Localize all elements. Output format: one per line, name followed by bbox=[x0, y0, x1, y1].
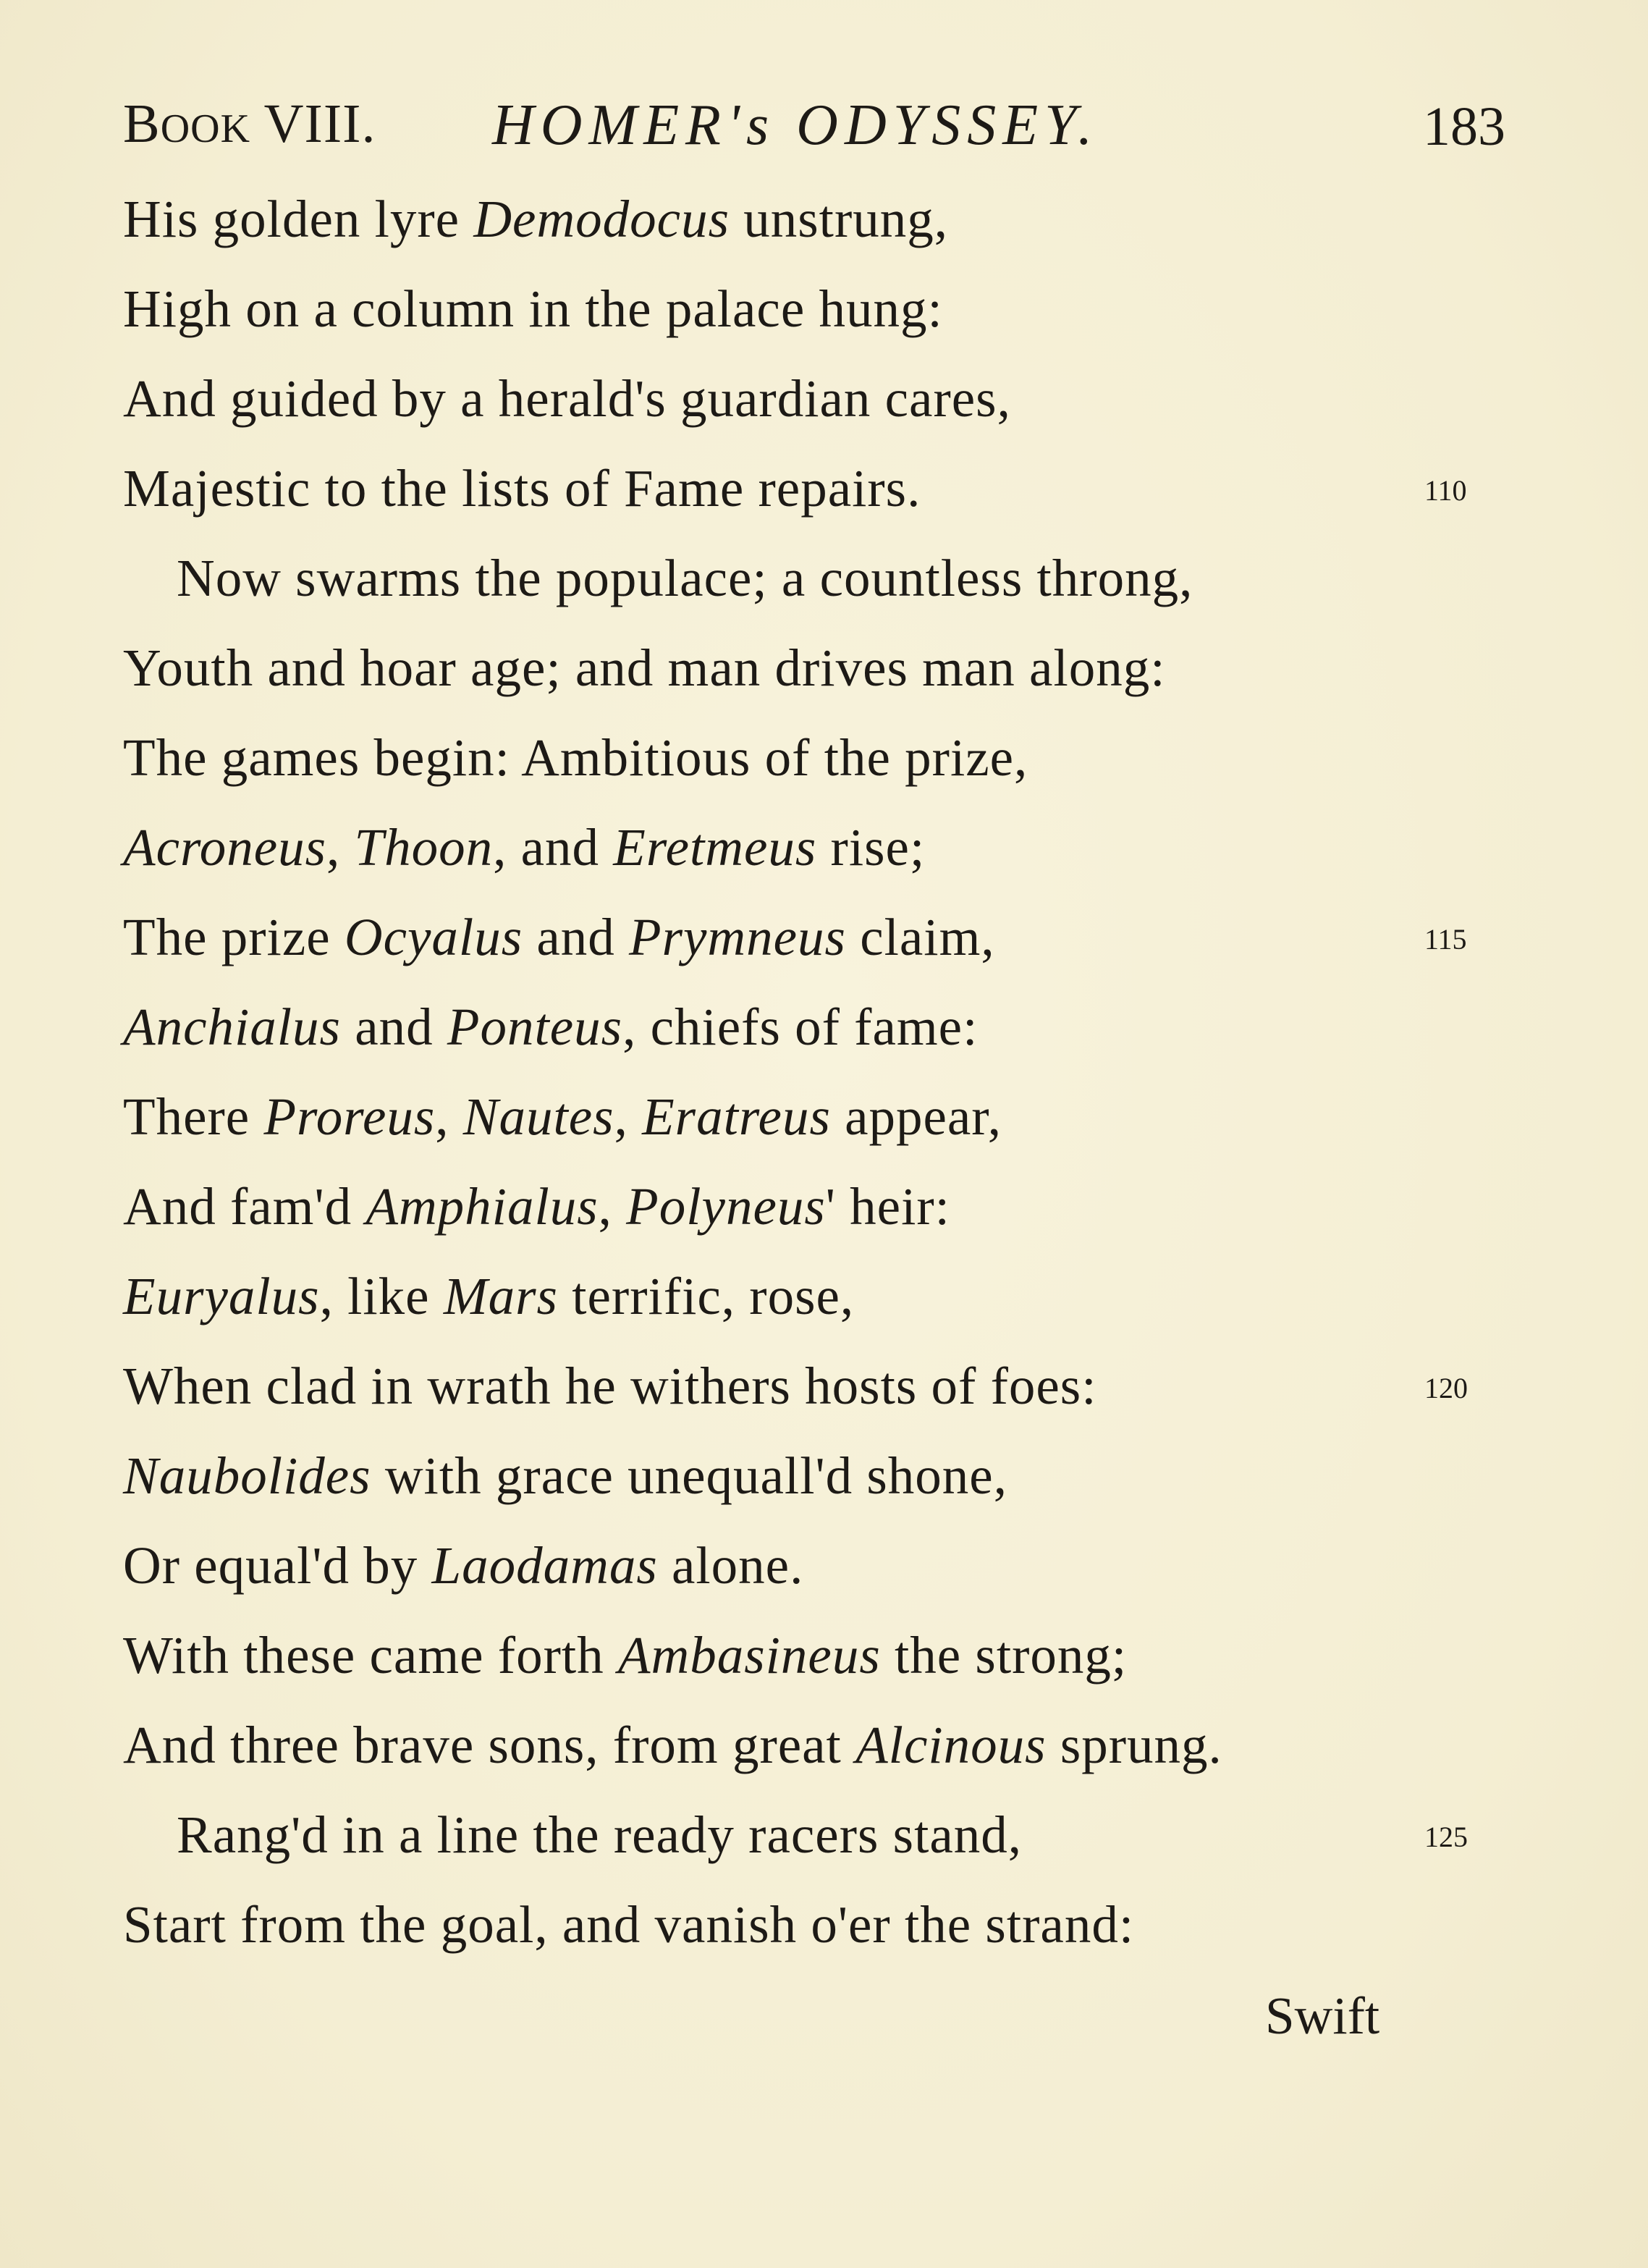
verse-line: When clad in wrath he withers hosts of foes: bbox=[123, 1357, 1097, 1415]
verse-line: Rang'd in a line the ready racers stand, bbox=[177, 1805, 1023, 1864]
verse-line: High on a column in the palace hung: bbox=[123, 279, 943, 338]
verse-line: And three brave sons, from great Alcinous sprung. bbox=[123, 1716, 1222, 1774]
catchword: Swift bbox=[1265, 1986, 1380, 2045]
line-number: 110 bbox=[1424, 474, 1467, 507]
verse-line: And fam'd Amphialus, Polyneus' heir: bbox=[123, 1177, 950, 1236]
verse-line: Euryalus, like Mars terrific, rose, bbox=[123, 1267, 855, 1325]
running-title: HOMER's ODYSSEY. bbox=[492, 93, 1099, 157]
page-number: 183 bbox=[1423, 96, 1505, 157]
verse-line: Majestic to the lists of Fame repairs. bbox=[123, 459, 921, 518]
line-number: 120 bbox=[1424, 1372, 1468, 1404]
book-label: BOOK VIII. bbox=[123, 93, 376, 154]
verse-line: Start from the goal, and vanish o'er the strand: bbox=[123, 1895, 1135, 1954]
line-number: 125 bbox=[1424, 1821, 1468, 1853]
verse-line: And guided by a herald's guardian cares, bbox=[123, 369, 1011, 428]
verse-line: Now swarms the populace; a countless throng, bbox=[177, 549, 1193, 607]
verse-line: Acroneus, Thoon, and Eretmeus rise; bbox=[123, 818, 926, 877]
verse-line: His golden lyre Demodocus unstrung, bbox=[123, 190, 948, 248]
verse-line: Anchialus and Ponteus, chiefs of fame: bbox=[123, 998, 979, 1056]
verse-line: The prize Ocyalus and Prymneus claim, bbox=[123, 908, 995, 966]
verse-line: Naubolides with grace unequall'd shone, bbox=[123, 1446, 1007, 1505]
verse-line: There Proreus, Nautes, Eratreus appear, bbox=[123, 1087, 1002, 1146]
line-number: 115 bbox=[1424, 923, 1467, 956]
verse-line: With these came forth Ambasineus the strong; bbox=[123, 1626, 1128, 1685]
verse-line: Youth and hoar age; and man drives man along: bbox=[123, 638, 1166, 697]
verse-line: The games begin: Ambitious of the prize, bbox=[123, 728, 1028, 787]
running-header bbox=[123, 93, 1505, 172]
verse-line: Or equal'd by Laodamas alone. bbox=[123, 1536, 804, 1595]
